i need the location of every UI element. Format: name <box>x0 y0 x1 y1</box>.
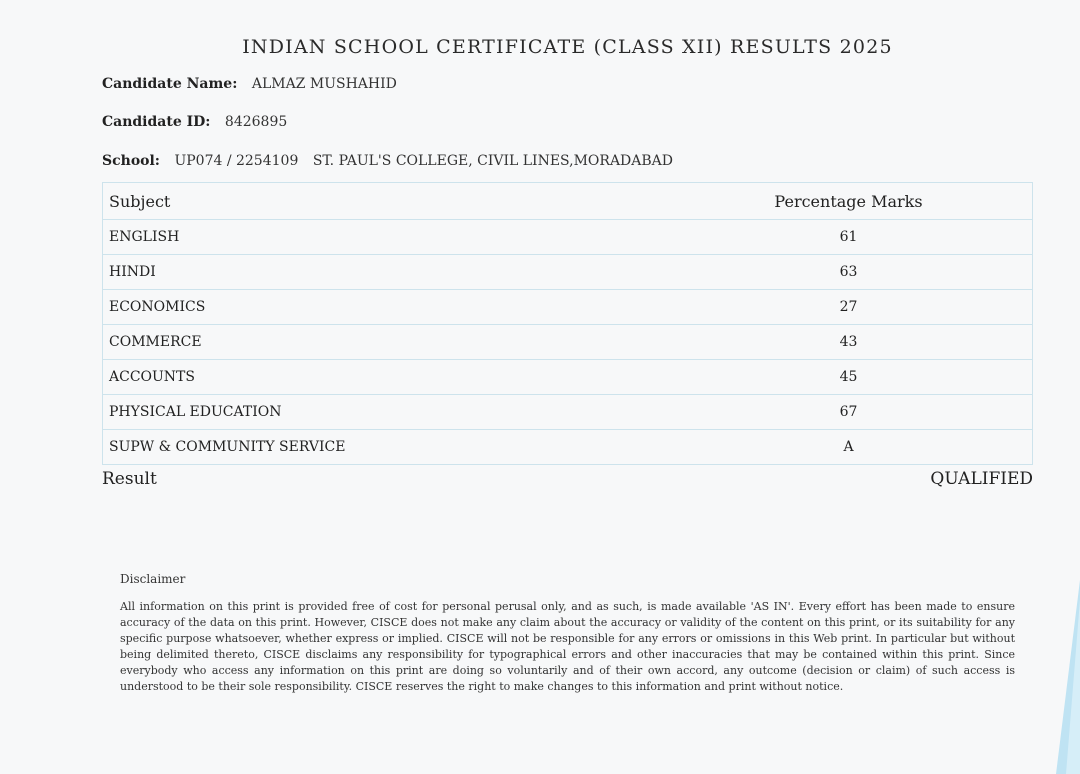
school-code: UP074 / 2254109 <box>174 153 299 169</box>
table-row <box>103 360 1033 395</box>
marks-cell: 45 <box>665 360 1033 395</box>
marks-cell: A <box>665 430 1033 465</box>
candidate-name-label: Candidate Name: <box>102 76 238 92</box>
subject-cell: HINDI <box>103 255 666 290</box>
percentage-header: Percentage Marks <box>665 183 1033 220</box>
subject-cell: ECONOMICS <box>103 290 666 325</box>
page-title: INDIAN SCHOOL CERTIFICATE (CLASS XII) RESULTS 2025 <box>242 36 893 58</box>
table-row <box>103 255 1033 290</box>
disclaimer-text: All information on this print is provided free of cost for personal perusal only, and as such, is made available 'AS IN'. Every effort has been made to ensure accuracy of the data on this print. However, CISCE does not make any claim about the accuracy or validity of the content on this print, or its suitability for any specific purpose whatsoever, whether express or implied. CISCE will not be responsible for any errors or omissions in this Web print. In particular but without being delimited thereto, CISCE disclaims any responsibility for typographical errors and other inaccuracies that may be contained within this print. Since everybody who access any information on this print are doing so voluntarily and of their own accord, any outcome (decision or claim) of such access is understood to be their sole responsibility. CISCE reserves the right to make changes to this information and print without notice. <box>120 600 1015 693</box>
subject-cell: SUPW & COMMUNITY SERVICE <box>103 430 666 465</box>
subject-cell: PHYSICAL EDUCATION <box>103 395 666 430</box>
subject-cell: ACCOUNTS <box>103 360 666 395</box>
disclaimer-section <box>120 571 1015 695</box>
table-row <box>103 290 1033 325</box>
marks-cell: 63 <box>665 255 1033 290</box>
marks-cell: 27 <box>665 290 1033 325</box>
result-label: Result <box>102 469 157 489</box>
result-row <box>102 469 1033 489</box>
candidate-name-value: ALMAZ MUSHAHID <box>251 76 397 92</box>
candidate-id-label: Candidate ID: <box>102 114 211 130</box>
marks-cell: 43 <box>665 325 1033 360</box>
table-row <box>103 220 1033 255</box>
subject-cell: COMMERCE <box>103 325 666 360</box>
marks-cell: 67 <box>665 395 1033 430</box>
table-row <box>103 430 1033 465</box>
school-row <box>102 153 683 169</box>
candidate-id-value: 8426895 <box>224 114 288 130</box>
disclaimer-title: Disclaimer <box>120 572 186 586</box>
school-label: School: <box>102 153 160 169</box>
candidate-id-row <box>102 114 297 130</box>
table-header-row <box>103 183 1033 220</box>
candidate-name-row <box>102 76 407 92</box>
marks-cell: 61 <box>665 220 1033 255</box>
subject-header: Subject <box>103 183 666 220</box>
marks-table <box>102 182 1033 465</box>
table-row <box>103 325 1033 360</box>
result-value: QUALIFIED <box>930 469 1033 489</box>
table-row <box>103 395 1033 430</box>
school-name: ST. PAUL'S COLLEGE, CIVIL LINES,MORADABAD <box>312 153 674 169</box>
subject-cell: ENGLISH <box>103 220 666 255</box>
